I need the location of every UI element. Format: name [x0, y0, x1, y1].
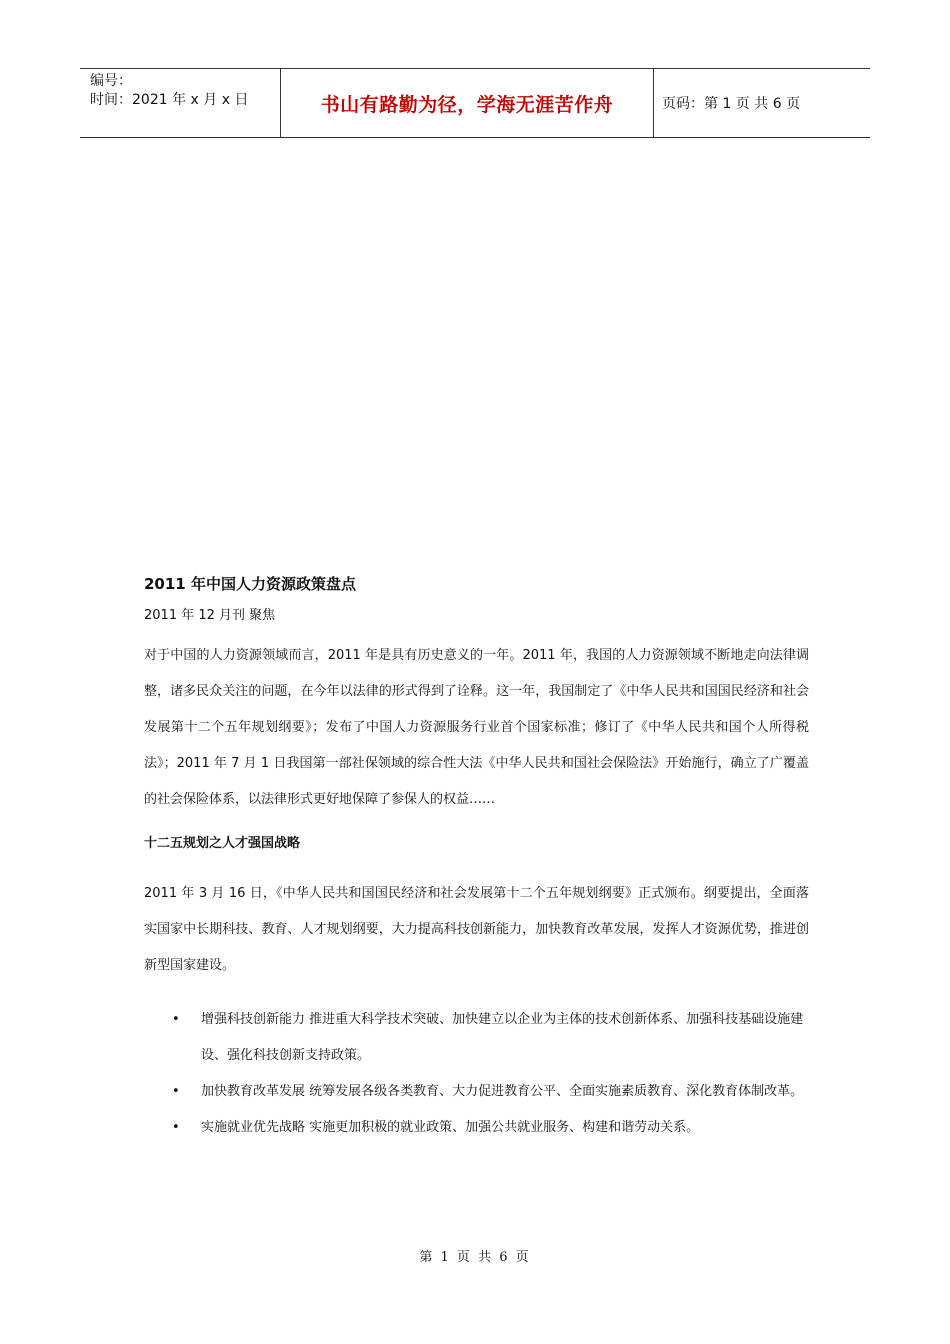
header-motto: 书山有路勤为径，学海无涯苦作舟 [280, 69, 654, 137]
article-title: 2011 年中国人力资源政策盘点 [144, 575, 356, 593]
section-heading: 十二五规划之人才强国战略 [144, 836, 301, 851]
page-footer: 第 1 页 共 6 页 [419, 1250, 531, 1265]
document-number-label: 编号： [90, 73, 132, 89]
page-header [80, 68, 870, 138]
intro-paragraph: 对于中国的人力资源领域而言，2011 年是具有历史意义的一年。2011 年，我国的人力资源领域不断地走向法律调整，诸多民众关注的问题，在今年以法律的形式得到了诠释。这一年，我国制定了《中华人民共和国国民经济和社会发展第十二个五年规划纲要》；发布了中国人力资源服务行业首个国家标准；修订了《中华人民共和国个人所得税法》；2011 年 7 月 1 日我国第一部社保领域的综合性大法《中华人民共和国社会保险法》开始施行，确立了广覆盖的社会保险体系，以法律形式更好地保障了参保人的权益…… [144, 648, 809, 807]
bullet-icon: • [172, 1120, 180, 1135]
bullet-list [144, 1002, 809, 1146]
list-item-text: 加快教育改革发展 统筹发展各级各类教育、大力促进教育公平、全面实施素质教育、深化教育体制改革。 [201, 1084, 804, 1099]
header-meta-cell [80, 69, 280, 137]
list-item-text: 增强科技创新能力 推进重大科学技术突破、加快建立以企业为主体的技术创新体系、加强科技基础设施建设、强化科技创新支持政策。 [201, 1012, 804, 1063]
list-item [144, 1074, 809, 1110]
list-item [144, 1110, 809, 1146]
list-item-text: 实施就业优先战略 实施更加积极的就业政策、加强公共就业服务、构建和谐劳动关系。 [201, 1120, 700, 1135]
document-date-label: 时间：2021 年 x 月 x 日 [90, 92, 249, 108]
bullet-icon: • [172, 1084, 180, 1099]
header-page-number: 页码：第 1 页 共 6 页 [662, 96, 801, 112]
list-item [144, 1002, 809, 1074]
article-meta: 2011 年 12 月刊 聚焦 [144, 608, 276, 623]
article-body [144, 572, 809, 1146]
bullet-icon: • [172, 1012, 180, 1027]
section-paragraph: 2011 年 3 月 16 日，《中华人民共和国国民经济和社会发展第十二个五年规划纲要》正式颁布。纲要提出，全面落实国家中长期科技、教育、人才规划纲要，大力提高科技创新能力，加快教育改革发展，发挥人才资源优势，推进创新型国家建设。 [144, 886, 809, 973]
